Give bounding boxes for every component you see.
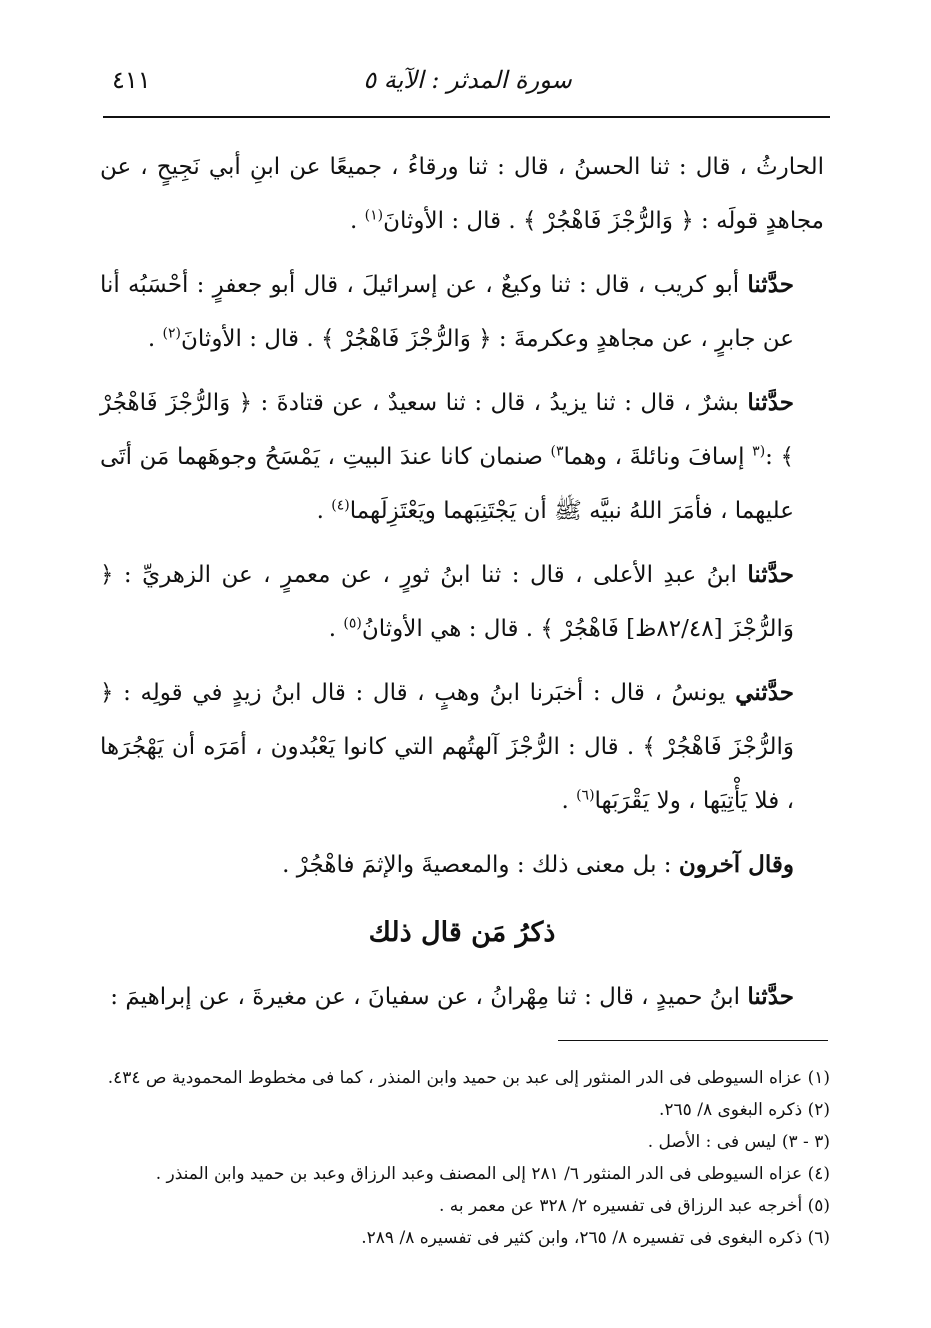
paragraph-end: . — [147, 326, 163, 352]
footnote-ref: (٣ — [752, 443, 766, 460]
paragraph-text: ابنُ عبدِ الأعلى ، قال : ثنا ابنُ ثورٍ ، عن معمرٍ ، عن الزهريِّ : ﴿ وَالرُّجْزَ — [100, 562, 794, 642]
hadith-lead: حدَّثنا — [747, 271, 794, 298]
running-title: سورة المدثر : الآية ٥ — [363, 66, 572, 94]
paragraph-7 — [100, 970, 824, 1024]
footnote-ref: (٢) — [162, 325, 182, 342]
footnote-ref: (٤) — [331, 497, 350, 514]
footnote: (٥) أخرجه عبد الرزاق فى تفسيره ٢/ ٣٢٨ عن معمر به . — [438, 1196, 830, 1216]
page-number: ٤١١ — [112, 66, 151, 94]
paragraph-text: يونسُ ، قال : أخبَرنا ابنُ وهبٍ ، قال : قال ابنُ زيدٍ في قولِه : ﴿ وَالرُّجْزَ فَاهْجُرْ ﴾ . قال : الرُّجْزَ آلهتُهم التي كانوا يَعْبُدون ، أمَرَه أن يَهْجُرَها ، فلا يَأْتِيَها ، ولا يَقْرَبَها — [100, 680, 794, 814]
paragraph-text: بشرٌ ، قال : ثنا يزيدُ ، قال : ثنا سعيدٌ ، عن قتادةَ : ﴿ وَالرُّجْزَ فَاهْجُرْ ﴾ : — [100, 390, 794, 470]
footnote: (٦) ذكره البغوى فى تفسيره ٨/ ٢٦٥، وابن كثير فى تفسيره ٨/ ٢٨٩. — [361, 1228, 830, 1248]
paragraph-text: ابنُ حميدٍ ، قال : ثنا مِهْرانُ ، عن سفيانَ ، عن مغيرةَ ، عن إبراهيمَ : — [110, 984, 748, 1010]
paragraph-1 — [100, 140, 824, 248]
paragraph-3 — [100, 376, 824, 538]
header-divider — [103, 116, 830, 118]
footnote: (٣ - ٣) ليس فى : الأصل . — [647, 1132, 830, 1152]
footnote: (١) عزاه السيوطى فى الدر المنثور إلى عبد بن حميد وابن المنذر ، كما فى مخطوط المحمودية ص ٤٣٤. — [107, 1068, 830, 1088]
footnote-ref: ٣) — [550, 443, 564, 460]
paragraph-text: فَاهْجُرْ ﴾ . قال : هي الأوثانُ — [361, 616, 627, 642]
hadith-lead: حدَّثنا — [747, 561, 794, 588]
paragraph-text: الحارثُ ، قال : ثنا الحسنُ ، قال : ثنا ورقاءُ ، جميعًا عن ابنِ أبي نَجِيحٍ ، عن مجاهدٍ قولَه : ﴿ وَالرُّجْزَ فَاهْجُرْ ﴾ . قال : الأوثانَ — [100, 154, 824, 234]
paragraph-text: صنمان كانا عندَ البيتِ ، يَمْسَحُ وجوهَهما مَن أتَى عليهما ، فأمَرَ اللهُ نبيَّه ﷺ أن يَجْتَنِبَهما ويَعْتَزِلَهما — [100, 444, 794, 524]
footnote-ref: (١) — [364, 207, 384, 224]
paragraph-6 — [100, 838, 824, 892]
manuscript-marker: [٨٢/٤٨ظ] — [626, 616, 723, 642]
footnotes — [107, 1062, 830, 1254]
paragraph-2 — [100, 258, 824, 366]
hadith-lead: حدَّثني — [735, 679, 794, 706]
paragraph-text: إسافَ ونائلةَ ، وهما — [563, 444, 753, 470]
footnote-ref: (٦) — [576, 787, 595, 804]
hadith-lead: حدَّثنا — [747, 389, 794, 416]
paragraph-end: . — [316, 498, 332, 524]
paragraph-5 — [100, 666, 824, 828]
section-heading: ذكرُ مَن قال ذلك — [368, 917, 556, 948]
footnote: (٢) ذكره البغوى ٨/ ٢٦٥. — [659, 1100, 830, 1120]
paragraph-end: . — [350, 208, 365, 234]
paragraph-text: : بل معنى ذلك : والمعصيةَ والإثمَ فاهْجُرْ . — [282, 852, 679, 878]
paragraph-4 — [100, 548, 824, 656]
paragraph-end: . — [328, 616, 344, 642]
footnote-ref: (٥) — [343, 615, 362, 632]
paragraph-text: أبو كريب ، قال : ثنا وكيعٌ ، عن إسرائيلَ ، قال أبو جعفرٍ : أحْسَبُه أنا عن جابرٍ ، عن مجاهدٍ وعكرمةَ : ﴿ وَالرُّجْزَ فَاهْجُرْ ﴾ . قال : الأوثانَ — [100, 272, 794, 352]
footnote: (٤) عزاه السيوطى فى الدر المنثور ٦/ ٢٨١ إلى المصنف وعبد الرزاق وعبد بن حميد وابن المنذر . — [155, 1164, 830, 1184]
paragraph-end: . — [561, 788, 577, 814]
main-text — [100, 140, 824, 1034]
hadith-lead: وقال آخرون — [678, 851, 794, 878]
footnote-divider — [558, 1040, 828, 1041]
hadith-lead: حدَّثنا — [747, 983, 794, 1010]
page-header — [100, 62, 835, 106]
